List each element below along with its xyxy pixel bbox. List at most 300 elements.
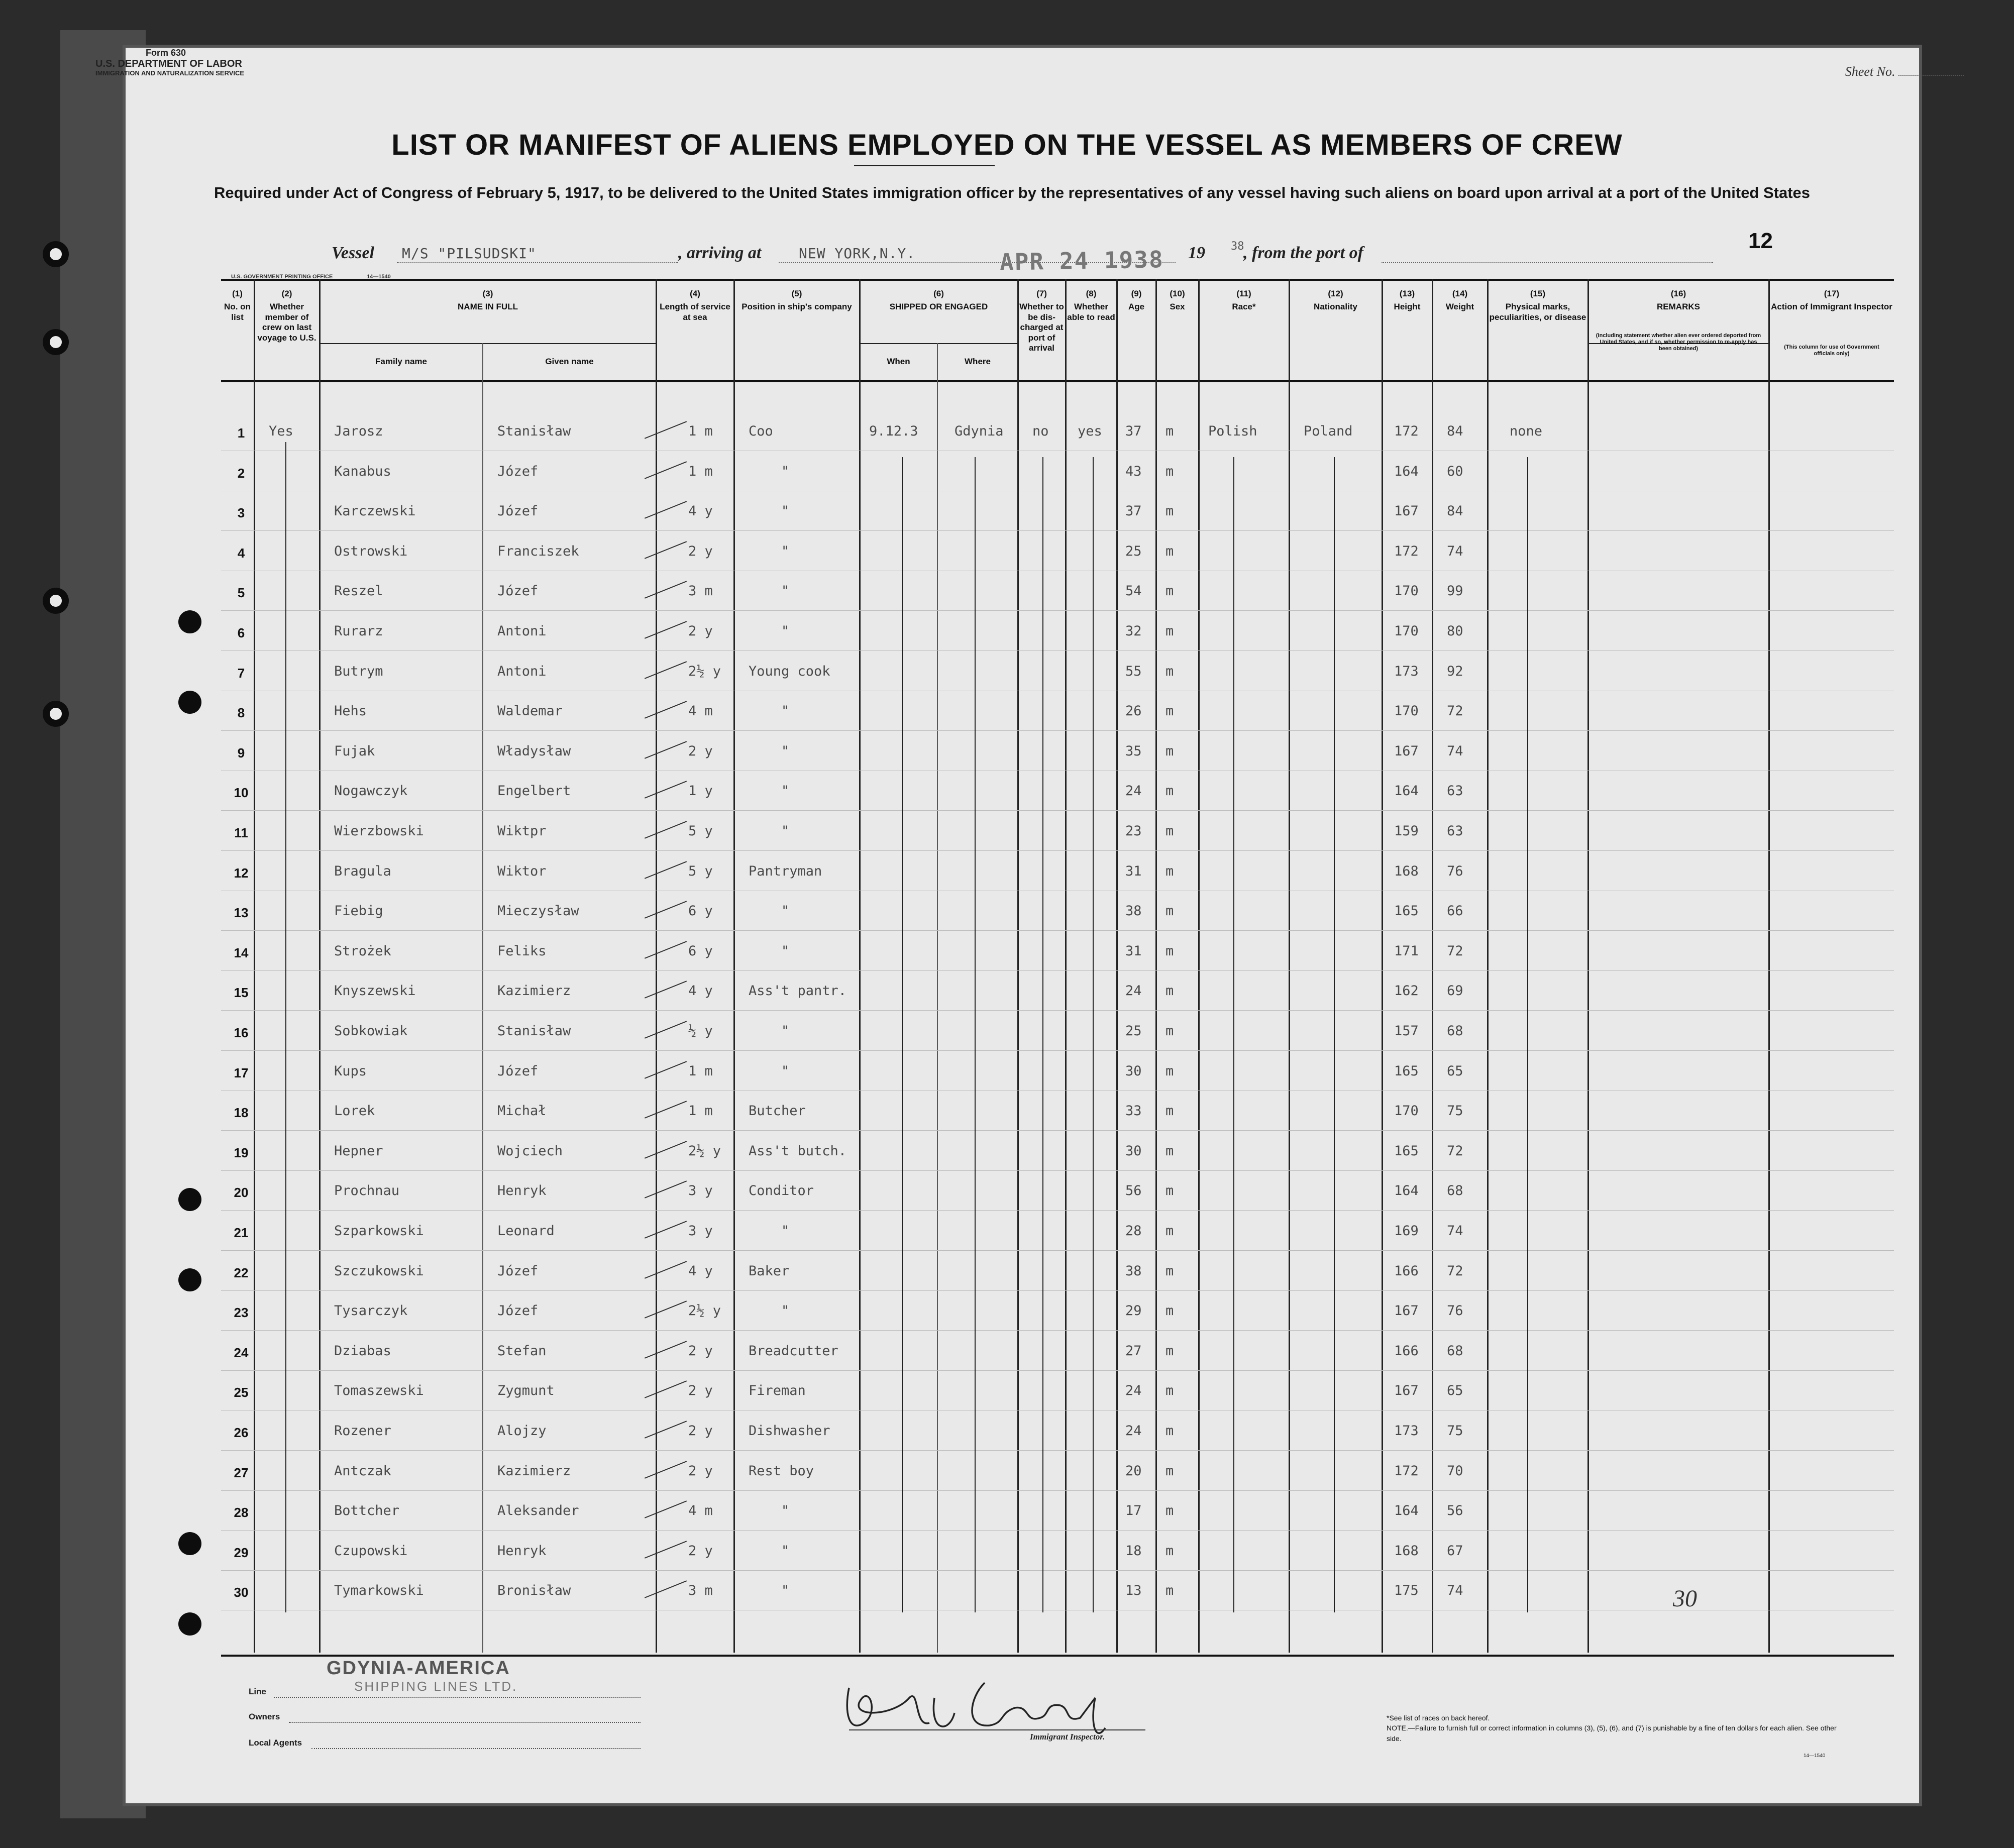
sex: m xyxy=(1165,823,1174,839)
race: Polish xyxy=(1208,423,1257,439)
length-of-service: 4 y xyxy=(688,503,713,519)
col-header-8: (8) Whether able to read xyxy=(1067,289,1115,322)
given-name: Leonard xyxy=(497,1223,555,1239)
height: 167 xyxy=(1394,1383,1419,1399)
row-rule xyxy=(221,930,1894,931)
row-number: 29 xyxy=(234,1545,249,1560)
age: 24 xyxy=(1125,783,1142,799)
height: 170 xyxy=(1394,583,1419,599)
column-rule xyxy=(1065,279,1067,1653)
line-stamp-sub: SHIPPING LINES LTD. xyxy=(354,1679,518,1694)
position: Baker xyxy=(749,1263,790,1279)
given-name: Stanisław xyxy=(497,423,571,439)
nationality: Poland xyxy=(1304,423,1353,439)
family-name: Szczukowski xyxy=(334,1263,424,1279)
owners-label: Owners xyxy=(249,1712,280,1721)
sex: m xyxy=(1165,623,1174,639)
column-rule xyxy=(937,343,938,1653)
length-of-service: 6 y xyxy=(688,943,713,959)
sex: m xyxy=(1165,663,1174,679)
age: 38 xyxy=(1125,1263,1142,1279)
row-rule xyxy=(221,1490,1894,1491)
height: 164 xyxy=(1394,783,1419,799)
sex: m xyxy=(1165,1143,1174,1159)
col-header-when: When xyxy=(887,357,910,366)
height: 166 xyxy=(1394,1343,1419,1359)
column-rule xyxy=(1432,279,1433,1653)
sheet-no-field xyxy=(1845,64,1964,79)
agents-label: Local Agents xyxy=(249,1738,302,1748)
col-header-family: Family name xyxy=(375,357,427,366)
age: 24 xyxy=(1125,1423,1142,1439)
family-name: Rozener xyxy=(334,1423,391,1439)
arriving-label: , arriving at xyxy=(678,244,762,262)
given-name: Waldemar xyxy=(497,703,563,719)
height: 172 xyxy=(1394,423,1419,439)
given-name: Wojciech xyxy=(497,1143,563,1159)
height: 157 xyxy=(1394,1023,1419,1039)
age: 31 xyxy=(1125,863,1142,879)
position: " xyxy=(781,583,790,599)
row-number: 24 xyxy=(234,1345,249,1360)
position: " xyxy=(781,463,790,479)
row-number: 5 xyxy=(237,585,245,601)
age: 54 xyxy=(1125,583,1142,599)
height: 167 xyxy=(1394,743,1419,759)
length-of-service: 1 m xyxy=(688,423,713,439)
row-number: 16 xyxy=(234,1025,249,1040)
given-name: Alojzy xyxy=(497,1423,547,1439)
family-name: Butrym xyxy=(334,663,383,679)
weight: 65 xyxy=(1447,1383,1463,1399)
binder-hole-ring xyxy=(43,329,69,355)
col-header-given: Given name xyxy=(545,357,594,366)
row-rule xyxy=(221,1530,1894,1531)
position: " xyxy=(781,1543,790,1559)
row-rule xyxy=(221,1290,1894,1291)
age: 20 xyxy=(1125,1463,1142,1479)
col-header-7: (7) Whether to be dis-charged at port of arrival xyxy=(1019,289,1064,353)
given-name: Antoni xyxy=(497,663,547,679)
column-rule xyxy=(1587,279,1589,1653)
row-number: 8 xyxy=(237,705,245,721)
length-of-service: 4 y xyxy=(688,1263,713,1279)
weight: 74 xyxy=(1447,543,1463,559)
given-name: Bronisław xyxy=(497,1583,571,1599)
row-rule xyxy=(221,1370,1894,1371)
given-name: Henryk xyxy=(497,1183,547,1199)
age: 35 xyxy=(1125,743,1142,759)
height: 170 xyxy=(1394,1103,1419,1119)
height: 162 xyxy=(1394,983,1419,999)
length-of-service: ½ y xyxy=(688,1023,713,1039)
family-name: Hehs xyxy=(334,703,367,719)
sex: m xyxy=(1165,943,1174,959)
length-of-service: 2½ y xyxy=(688,1143,721,1159)
sheet-number: 12 xyxy=(1748,229,1773,253)
age: 13 xyxy=(1125,1583,1142,1599)
sex: m xyxy=(1165,1383,1174,1399)
service: IMMIGRATION AND NATURALIZATION SERVICE xyxy=(95,69,245,77)
given-name: Zygmunt xyxy=(497,1383,555,1399)
age: 55 xyxy=(1125,663,1142,679)
height: 172 xyxy=(1394,1463,1419,1479)
row-number: 28 xyxy=(234,1505,249,1520)
family-name: Antczak xyxy=(334,1463,391,1479)
binder-hole xyxy=(178,610,201,633)
col-header-17: (17) Action of Immigrant Inspector xyxy=(1771,289,1892,312)
position: Ass't pantr. xyxy=(749,983,847,999)
able-to-read: yes xyxy=(1078,423,1102,439)
height: 165 xyxy=(1394,903,1419,919)
position: " xyxy=(781,903,790,919)
col-header-where: Where xyxy=(965,357,991,366)
given-name: Antoni xyxy=(497,623,547,639)
length-of-service: 4 m xyxy=(688,1503,713,1519)
row-number: 22 xyxy=(234,1265,249,1280)
given-name: Aleksander xyxy=(497,1503,579,1519)
binder-hole xyxy=(178,1268,201,1291)
length-of-service: 2 y xyxy=(688,743,713,759)
row-number: 4 xyxy=(237,545,245,561)
height: 168 xyxy=(1394,863,1419,879)
height: 167 xyxy=(1394,503,1419,519)
position: Butcher xyxy=(749,1103,806,1119)
col-header-12: (12) Nationality xyxy=(1314,289,1357,312)
ditto-stroke xyxy=(1233,457,1234,1612)
position: " xyxy=(781,783,790,799)
position: " xyxy=(781,703,790,719)
given-name: Józef xyxy=(497,503,539,519)
family-name: Reszel xyxy=(334,583,383,599)
sex: m xyxy=(1165,423,1174,439)
given-name: Mieczysław xyxy=(497,903,579,919)
family-name: Wierzbowski xyxy=(334,823,424,839)
row-number: 27 xyxy=(234,1465,249,1480)
binder-hole-ring xyxy=(43,588,69,614)
col-header-5: (5) Position in ship's company xyxy=(741,289,852,312)
department: U.S. DEPARTMENT OF LABOR xyxy=(95,58,242,69)
weight: 76 xyxy=(1447,863,1463,879)
col-header-13: (13) Height xyxy=(1394,289,1421,312)
given-name: Józef xyxy=(497,1263,539,1279)
height: 170 xyxy=(1394,623,1419,639)
weight: 80 xyxy=(1447,623,1463,639)
age: 31 xyxy=(1125,943,1142,959)
column-rule xyxy=(1768,279,1770,1653)
family-name: Jarosz xyxy=(334,423,383,439)
given-name: Władysław xyxy=(497,743,571,759)
family-name: Hepner xyxy=(334,1143,383,1159)
length-of-service: 1 y xyxy=(688,783,713,799)
line-dotline xyxy=(274,1697,641,1698)
column-rule xyxy=(1382,279,1383,1653)
column-rule xyxy=(859,279,861,1653)
position: Coo xyxy=(749,423,773,439)
discharged-at-arrival: no xyxy=(1032,423,1049,439)
height: 165 xyxy=(1394,1063,1419,1079)
age: 32 xyxy=(1125,623,1142,639)
weight: 84 xyxy=(1447,423,1463,439)
physical-marks: none xyxy=(1510,423,1543,439)
row-number: 26 xyxy=(234,1425,249,1440)
column-rule xyxy=(482,343,483,1653)
position: Fireman xyxy=(749,1383,806,1399)
weight: 68 xyxy=(1447,1023,1463,1039)
position: Breadcutter xyxy=(749,1343,838,1359)
weight: 70 xyxy=(1447,1463,1463,1479)
age: 43 xyxy=(1125,463,1142,479)
row-rule xyxy=(221,1570,1894,1571)
col-header-2: (2) Whether member of crew on last voyage to U.S. xyxy=(257,289,316,343)
weight: 74 xyxy=(1447,1223,1463,1239)
sex: m xyxy=(1165,1543,1174,1559)
column-rule xyxy=(1198,279,1200,1653)
header-bottom-rule xyxy=(221,380,1894,382)
sex: m xyxy=(1165,983,1174,999)
given-name: Wiktor xyxy=(497,863,547,879)
weight: 63 xyxy=(1447,783,1463,799)
sex: m xyxy=(1165,783,1174,799)
race-note: *See list of races on back hereof. xyxy=(1387,1714,1490,1722)
length-of-service: 2 y xyxy=(688,1463,713,1479)
given-name: Józef xyxy=(497,463,539,479)
sex: m xyxy=(1165,703,1174,719)
sex: m xyxy=(1165,903,1174,919)
sheet-no-line xyxy=(1898,75,1964,76)
position: " xyxy=(781,543,790,559)
ditto-stroke xyxy=(975,457,976,1612)
length-of-service: 3 y xyxy=(688,1183,713,1199)
age: 17 xyxy=(1125,1503,1142,1519)
weight: 76 xyxy=(1447,1303,1463,1319)
family-name: Karczewski xyxy=(334,503,416,519)
row-rule xyxy=(221,530,1894,531)
col-header-15: (15) Physical marks, peculiarities, or disease xyxy=(1489,289,1586,322)
row-number: 17 xyxy=(234,1065,249,1080)
shipped-subheader-rule xyxy=(859,343,1017,344)
family-name: Knyszewski xyxy=(334,983,416,999)
form-footer-number: 14—1540 xyxy=(1804,1753,1826,1759)
position: Dishwasher xyxy=(749,1423,830,1439)
age: 24 xyxy=(1125,983,1142,999)
age: 29 xyxy=(1125,1303,1142,1319)
weight: 68 xyxy=(1447,1183,1463,1199)
sex: m xyxy=(1165,1183,1174,1199)
height: 173 xyxy=(1394,1423,1419,1439)
from-port-dotline xyxy=(1382,262,1713,263)
row-rule xyxy=(221,810,1894,811)
row-rule xyxy=(221,730,1894,731)
printer-number: 14—1540 xyxy=(367,274,391,280)
length-of-service: 3 y xyxy=(688,1223,713,1239)
height: 159 xyxy=(1394,823,1419,839)
family-name: Tysarczyk xyxy=(334,1303,408,1319)
row-number: 1 xyxy=(237,425,245,441)
col-header-11: (11) Race* xyxy=(1232,289,1256,312)
ditto-stroke xyxy=(1042,457,1043,1612)
page-title: LIST OR MANIFEST OF ALIENS EMPLOYED ON THE VESSEL AS MEMBERS OF CREW xyxy=(391,129,1623,161)
weight: 65 xyxy=(1447,1063,1463,1079)
line-label: Line xyxy=(249,1687,266,1696)
age: 37 xyxy=(1125,423,1142,439)
vessel-label: Vessel xyxy=(332,244,374,262)
col-header-3: (3) NAME IN FULL xyxy=(458,289,518,312)
weight: 74 xyxy=(1447,1583,1463,1599)
family-name: Rurarz xyxy=(334,623,383,639)
column-rule xyxy=(1017,279,1019,1653)
vessel-name: M/S "PILSUDSKI" xyxy=(402,245,537,262)
height: 165 xyxy=(1394,1143,1419,1159)
row-rule xyxy=(221,1250,1894,1251)
length-of-service: 2½ y xyxy=(688,663,721,679)
row-number: 12 xyxy=(234,865,249,881)
col-header-10: (10) Sex xyxy=(1170,289,1185,312)
position: " xyxy=(781,623,790,639)
weight: 60 xyxy=(1447,463,1463,479)
length-of-service: 2 y xyxy=(688,543,713,559)
given-name: Stanisław xyxy=(497,1023,571,1039)
weight: 56 xyxy=(1447,1503,1463,1519)
row-rule xyxy=(221,1170,1894,1171)
row-rule xyxy=(221,1050,1894,1051)
weight: 92 xyxy=(1447,663,1463,679)
sex: m xyxy=(1165,1423,1174,1439)
weight: 84 xyxy=(1447,503,1463,519)
given-name: Józef xyxy=(497,1063,539,1079)
sex: m xyxy=(1165,583,1174,599)
position: " xyxy=(781,1063,790,1079)
weight: 66 xyxy=(1447,903,1463,919)
weight: 67 xyxy=(1447,1543,1463,1559)
sex: m xyxy=(1165,543,1174,559)
binder-hole xyxy=(178,1532,201,1555)
binder-hole xyxy=(178,691,201,714)
position: Young cook xyxy=(749,663,830,679)
penalty-note: NOTE.—Failure to furnish full or correct information in columns (3), (5), (6), and (7) is punishable by a fine of ten dollars for each alien. See other side. xyxy=(1387,1724,1837,1743)
position: " xyxy=(781,1503,790,1519)
weight: 72 xyxy=(1447,1263,1463,1279)
given-name: Kazimierz xyxy=(497,983,571,999)
age: 18 xyxy=(1125,1543,1142,1559)
given-name: Feliks xyxy=(497,943,547,959)
family-name: Nogawczyk xyxy=(334,783,408,799)
name-subheader-rule xyxy=(319,343,656,344)
printer-imprint: U.S. GOVERNMENT PRINTING OFFICE xyxy=(231,274,333,280)
length-of-service: 6 y xyxy=(688,903,713,919)
sex: m xyxy=(1165,743,1174,759)
age: 30 xyxy=(1125,1143,1142,1159)
age: 37 xyxy=(1125,503,1142,519)
total-count: 30 xyxy=(1673,1585,1697,1612)
position: " xyxy=(781,823,790,839)
family-name: Szparkowski xyxy=(334,1223,424,1239)
given-name: Stefan xyxy=(497,1343,547,1359)
row-number: 18 xyxy=(234,1105,249,1121)
owners-dotline xyxy=(289,1722,641,1723)
height: 164 xyxy=(1394,1503,1419,1519)
sex: m xyxy=(1165,1583,1174,1599)
family-name: Bottcher xyxy=(334,1503,400,1519)
age: 23 xyxy=(1125,823,1142,839)
given-name: Józef xyxy=(497,1303,539,1319)
ditto-stroke xyxy=(902,457,903,1612)
age: 30 xyxy=(1125,1063,1142,1079)
col-header-4: (4) Length of service at sea xyxy=(660,289,730,322)
row-number: 3 xyxy=(237,505,245,521)
weight: 72 xyxy=(1447,703,1463,719)
shipped-where: Gdynia xyxy=(955,423,1004,439)
family-name: Sobkowiak xyxy=(334,1023,408,1039)
row-rule xyxy=(221,610,1894,611)
length-of-service: 2 y xyxy=(688,1543,713,1559)
column-rule xyxy=(733,279,735,1653)
row-rule xyxy=(221,1010,1894,1011)
col-header-1: (1) No. on list xyxy=(224,289,251,322)
given-name: Engelbert xyxy=(497,783,571,799)
sex: m xyxy=(1165,1503,1174,1519)
height: 169 xyxy=(1394,1223,1419,1239)
family-name: Strożek xyxy=(334,943,391,959)
page-subtitle: Required under Act of Congress of February 5, 1917, to be delivered to the United States immigration officer by the representatives of any vessel having such aliens on board upon arrival at a port of the United States xyxy=(214,184,1811,201)
row-rule xyxy=(221,850,1894,851)
year-suffix: 38 xyxy=(1231,240,1244,253)
family-name: Tymarkowski xyxy=(334,1583,424,1599)
length-of-service: 5 y xyxy=(688,823,713,839)
row-rule xyxy=(221,1330,1894,1331)
length-of-service: 5 y xyxy=(688,863,713,879)
row-rule xyxy=(221,650,1894,651)
col-header-16: (16) REMARKS xyxy=(1657,289,1700,312)
given-name: Franciszek xyxy=(497,543,579,559)
row-number: 14 xyxy=(234,945,249,960)
col-header-remarks-note: (Including statement whether alien ever ordered deported from United States, and if so, whether permission to re-apply has been obtained) xyxy=(1596,333,1761,352)
from-port-label: , from the port of xyxy=(1243,244,1363,262)
height: 172 xyxy=(1394,543,1419,559)
sex: m xyxy=(1165,1303,1174,1319)
inspector-line xyxy=(849,1729,1145,1730)
row-rule xyxy=(221,1130,1894,1131)
age: 25 xyxy=(1125,543,1142,559)
position: " xyxy=(781,1223,790,1239)
sex: m xyxy=(1165,1343,1174,1359)
row-number: 10 xyxy=(234,785,249,801)
sex: m xyxy=(1165,1023,1174,1039)
age: 25 xyxy=(1125,1023,1142,1039)
weight: 69 xyxy=(1447,983,1463,999)
height: 166 xyxy=(1394,1263,1419,1279)
length-of-service: 1 m xyxy=(688,1063,713,1079)
position: " xyxy=(781,943,790,959)
given-name: Kazimierz xyxy=(497,1463,571,1479)
length-of-service: 2½ y xyxy=(688,1303,721,1319)
row-number: 25 xyxy=(234,1385,249,1400)
length-of-service: 1 m xyxy=(688,463,713,479)
weight: 63 xyxy=(1447,823,1463,839)
binder-hole xyxy=(178,1612,201,1636)
position: " xyxy=(781,1023,790,1039)
row-rule xyxy=(221,1210,1894,1211)
family-name: Kanabus xyxy=(334,463,391,479)
row-rule xyxy=(221,1450,1894,1451)
given-name: Wiktpr xyxy=(497,823,547,839)
family-name: Prochnau xyxy=(334,1183,400,1199)
position: Conditor xyxy=(749,1183,814,1199)
family-name: Fujak xyxy=(334,743,375,759)
age: 26 xyxy=(1125,703,1142,719)
sex: m xyxy=(1165,463,1174,479)
col-header-action-note: (This column for use of Government officials only) xyxy=(1784,344,1879,357)
